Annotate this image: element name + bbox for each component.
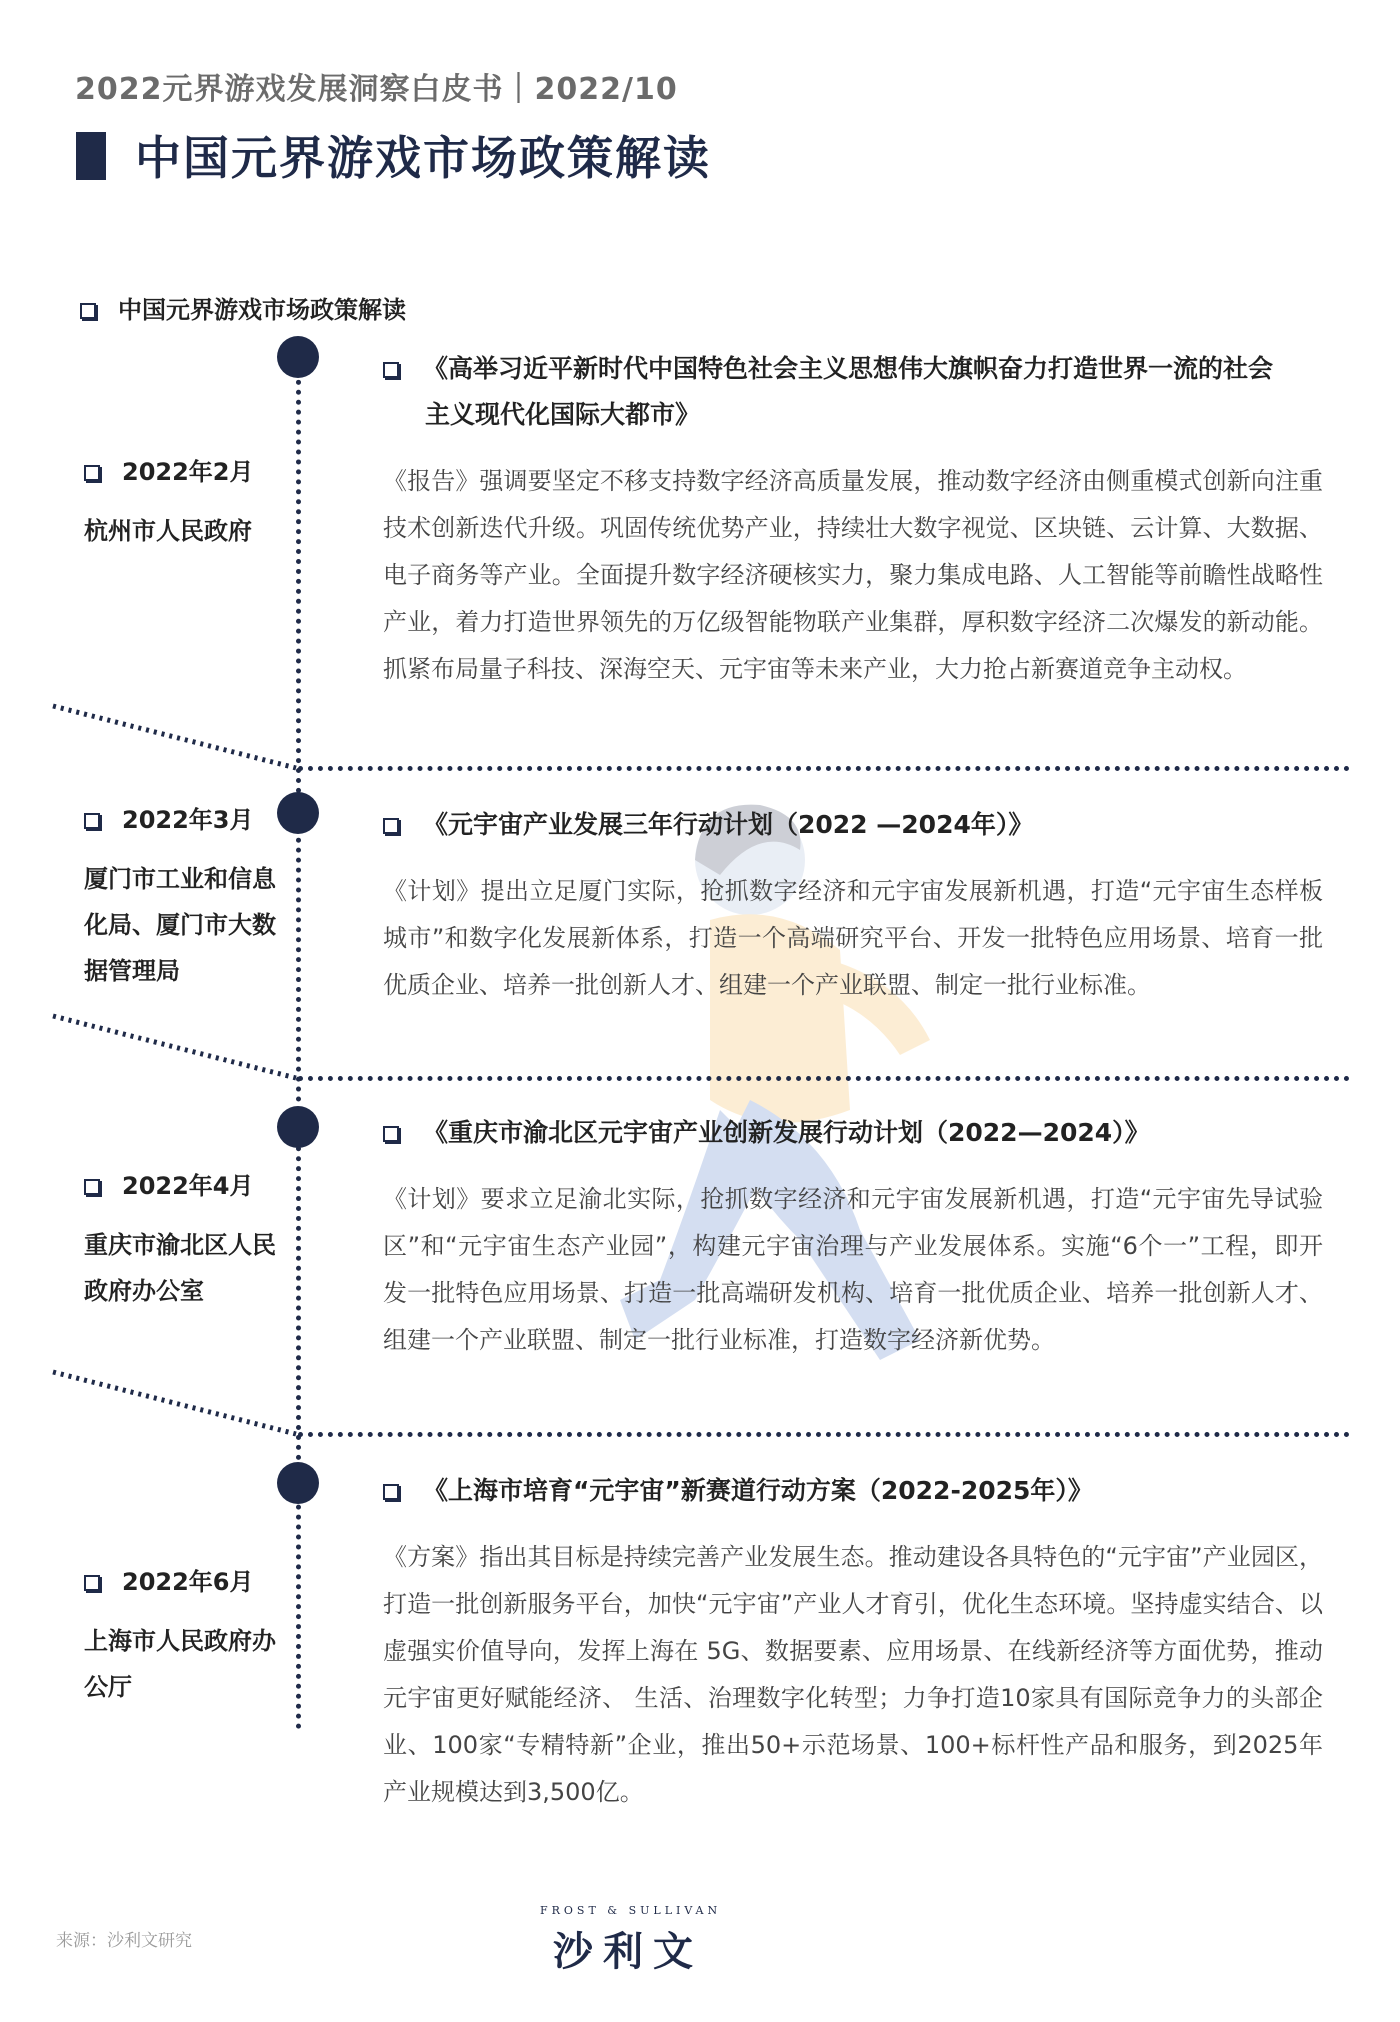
entry-body-text: 《报告》强调要坚定不移支持数字经济高质量发展，推动数字经济由侧重模式创新向注重技术创新迭代升级。巩固传统优势产业，持续壮大数字视觉、区块链、云计算、大数据、电子商务等产业。全面提升数字经济硬核实力，聚力集成电路、人工智能等前瞻性战略性产业，着力打造世界领先的万亿级智能物联产业集群，厚积数字经济二次爆发的新动能。抓紧布局量子科技、深海空天、元宇宙等未来产业，大力抢占新赛道竞争主动权。 [383, 467, 1323, 683]
document-subtitle: 2022元界游戏发展洞察白皮书｜2022/10 [75, 72, 678, 107]
entry-date [84, 800, 254, 835]
entry-document-title [383, 802, 1323, 848]
entry-body-text: 《计划》要求立足渝北实际，抢抓数字经济和元宇宙发展新机遇，打造“元宇宙先导试验区”和“元宇宙生态产业园”，构建元宇宙治理与产业发展体系。实施“6个一”工程，即开发一批特色应用场景、打造一批高端研发机构、培育一批优质企业、培养一批创新人才、组建一个产业联盟、制定一批行业标准，打造数字经济新优势。 [383, 1185, 1323, 1354]
timeline-dot [277, 336, 319, 378]
entry-date [84, 1562, 254, 1597]
page-title: 中国元界游戏市场政策解读 [135, 131, 711, 185]
checkbox-bullet-icon [383, 1484, 399, 1500]
entry-title-line1: 《重庆市渝北区元宇宙产业创新发展行动计划（2022—2024）》 [423, 1118, 1150, 1147]
entry-organization: 重庆市渝北区人民政府办公室 [84, 1231, 276, 1305]
entry-body-text: 《计划》提出立足厦门实际，抢抓数字经济和元宇宙发展新机遇，打造“元宇宙生态样板城市”和数字化发展新体系，打造一个高端研究平台、开发一批特色应用场景、培育一批优质企业、培养一批创新人才、组建一个产业联盟、制定一批行业标准。 [383, 877, 1323, 999]
entry-date [84, 452, 254, 487]
separator-line [298, 1432, 1350, 1437]
entry-date-text: 2022年3月 [122, 806, 254, 834]
entry-body-text: 《方案》指出其目标是持续完善产业发展生态。推动建设各具特色的“元宇宙”产业园区，打造一批创新服务平台，加快“元宇宙”产业人才育引，优化生态环境。坚持虚实结合、以虚强实价值导向，发挥上海在 5G、数据要素、应用场景、在线新经济等方面优势，推动元宇宙更好赋能经济、 生活、治理数字化转型；力争打造10家具有国际竞争力的头部企业、100家“专精特新”企业，推出50+示范场景、100+标杆性产品和服务，到2025年产业规模达到3,500亿。 [383, 1543, 1323, 1806]
separator-slant [50, 1010, 300, 1085]
frost-sullivan-logo-english: FROST & SULLIVAN [540, 1904, 722, 1917]
checkbox-bullet-icon [84, 465, 100, 481]
title-accent-bar [76, 132, 106, 180]
entry-title-line2: 主义现代化国际大都市》 [425, 400, 701, 429]
entry-document-title [383, 1468, 1323, 1514]
entry-organization: 厦门市工业和信息化局、厦门市大数据管理局 [84, 865, 276, 985]
source-note: 来源：沙利文研究 [56, 1931, 192, 1951]
entry-document-title [383, 346, 1323, 438]
separator-slant [50, 700, 300, 775]
separator-line [298, 1076, 1350, 1081]
timeline-dot [277, 1106, 319, 1148]
separator-line [298, 766, 1350, 771]
entry-date-text: 2022年6月 [122, 1568, 254, 1596]
checkbox-bullet-icon [383, 1126, 399, 1142]
checkbox-bullet-icon [383, 362, 399, 378]
entry-date [84, 1166, 254, 1201]
frost-sullivan-logo-chinese: 沙利文 [553, 1929, 703, 1975]
entry-document-title [383, 1110, 1323, 1156]
entry-title-line1: 《上海市培育“元宇宙”新赛道行动方案（2022-2025年）》 [423, 1476, 1093, 1505]
section-heading [80, 290, 406, 325]
separator-slant [50, 1366, 300, 1441]
entry-title-line1: 《元宇宙产业发展三年行动计划（2022 —2024年）》 [423, 810, 1034, 839]
entry-date-text: 2022年4月 [122, 1172, 254, 1200]
checkbox-bullet-icon [84, 813, 100, 829]
timeline-dot [277, 1462, 319, 1504]
checkbox-bullet-icon [80, 303, 96, 319]
entry-organization: 杭州市人民政府 [84, 517, 252, 545]
timeline-dot [277, 792, 319, 834]
section-heading-text: 中国元界游戏市场政策解读 [118, 296, 406, 324]
entry-title-line1: 《高举习近平新时代中国特色社会主义思想伟大旗帜奋力打造世界一流的社会 [423, 354, 1274, 383]
entry-organization: 上海市人民政府办公厅 [84, 1627, 276, 1701]
checkbox-bullet-icon [383, 818, 399, 834]
checkbox-bullet-icon [84, 1179, 100, 1195]
entry-date-text: 2022年2月 [122, 458, 254, 486]
checkbox-bullet-icon [84, 1575, 100, 1591]
